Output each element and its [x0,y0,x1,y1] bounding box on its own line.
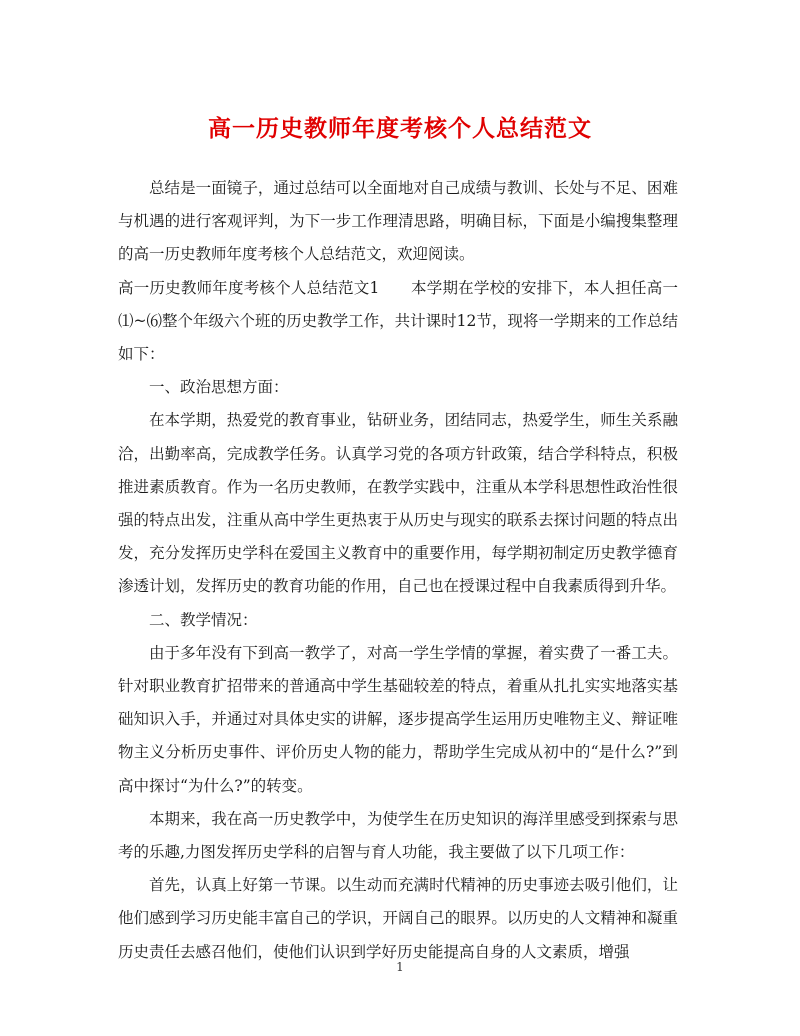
paragraph-politics-body: 在本学期，热爱党的教育事业，钻研业务，团结同志，热爱学生，师生关系融洽，出勤率高，完成教学任务。认真学习党的各项方针政策，结合学科特点，积极推进素质教育。作为一名历史教师，在教学实践中，注重从本学科思想性政治性很强的特点出发，注重从高中学生更热衷于从历史与现实的联系去探讨问题的特点出发，充分发挥历史学科在爱国主义教育中的重要作用，每学期初制定历史教学德育渗透计划，发挥历史的教育功能的作用，自己也在授课过程中自我素质得到升华。 [118,411,678,596]
paragraph-teaching-body: 由于多年没有下到高一教学了，对高一学生学情的掌握，着实费了一番工夫。针对职业教育扩招带来的普通高中学生基础较差的特点，着重从扎扎实实地落实基础知识入手，并通过对具体史实的讲解，逐步提高学生运用历史唯物主义、辩证唯物主义分析历史事件、评价历史人物的能力，帮助学生完成从初中的“是什么?”到高中探讨“为什么?”的转变。 [118,643,678,795]
paragraph-intro: 总结是一面镜子，通过总结可以全面地对自己成绩与教训、长处与不足、困难与机遇的进行客观评判，为下一步工作理清思路，明确目标，下面是小编搜集整理的高一历史教师年度考核个人总结范文，欢迎阅读。 [118,179,678,264]
paragraph-first-lesson: 首先，认真上好第一节课。以生动而充满时代精神的历史事迹去吸引他们，让他们感到学习历史能丰富自己的学识，开阔自己的眼界。以历史的人文精神和凝重历史责任去感召他们，使他们认识到学好历史能提高自身的人文素质，增强 [118,876,678,961]
paragraph-section-heading-1: 高一历史教师年度考核个人总结范文1 本学期在学校的安排下，本人担任高一⑴~⑹整个年级六个班的历史教学工作，共计课时12节，现将一学期来的工作总结如下： [118,278,678,364]
paragraph-teaching-heading: 二、教学情况： [149,610,258,629]
paragraph-work-intro: 本期来，我在高一历史教学中，为使学生在历史知识的海洋里感受到探索与思考的乐趣,力图发挥历史学科的启智与育人功能，我主要做了以下几项工作： [118,809,678,862]
page-number: 1 [396,960,404,974]
paragraph-politics-heading: 一、政治思想方面： [149,378,289,397]
document-body [118,172,678,969]
document-title: 高一历史教师年度考核个人总结范文 [208,115,592,142]
